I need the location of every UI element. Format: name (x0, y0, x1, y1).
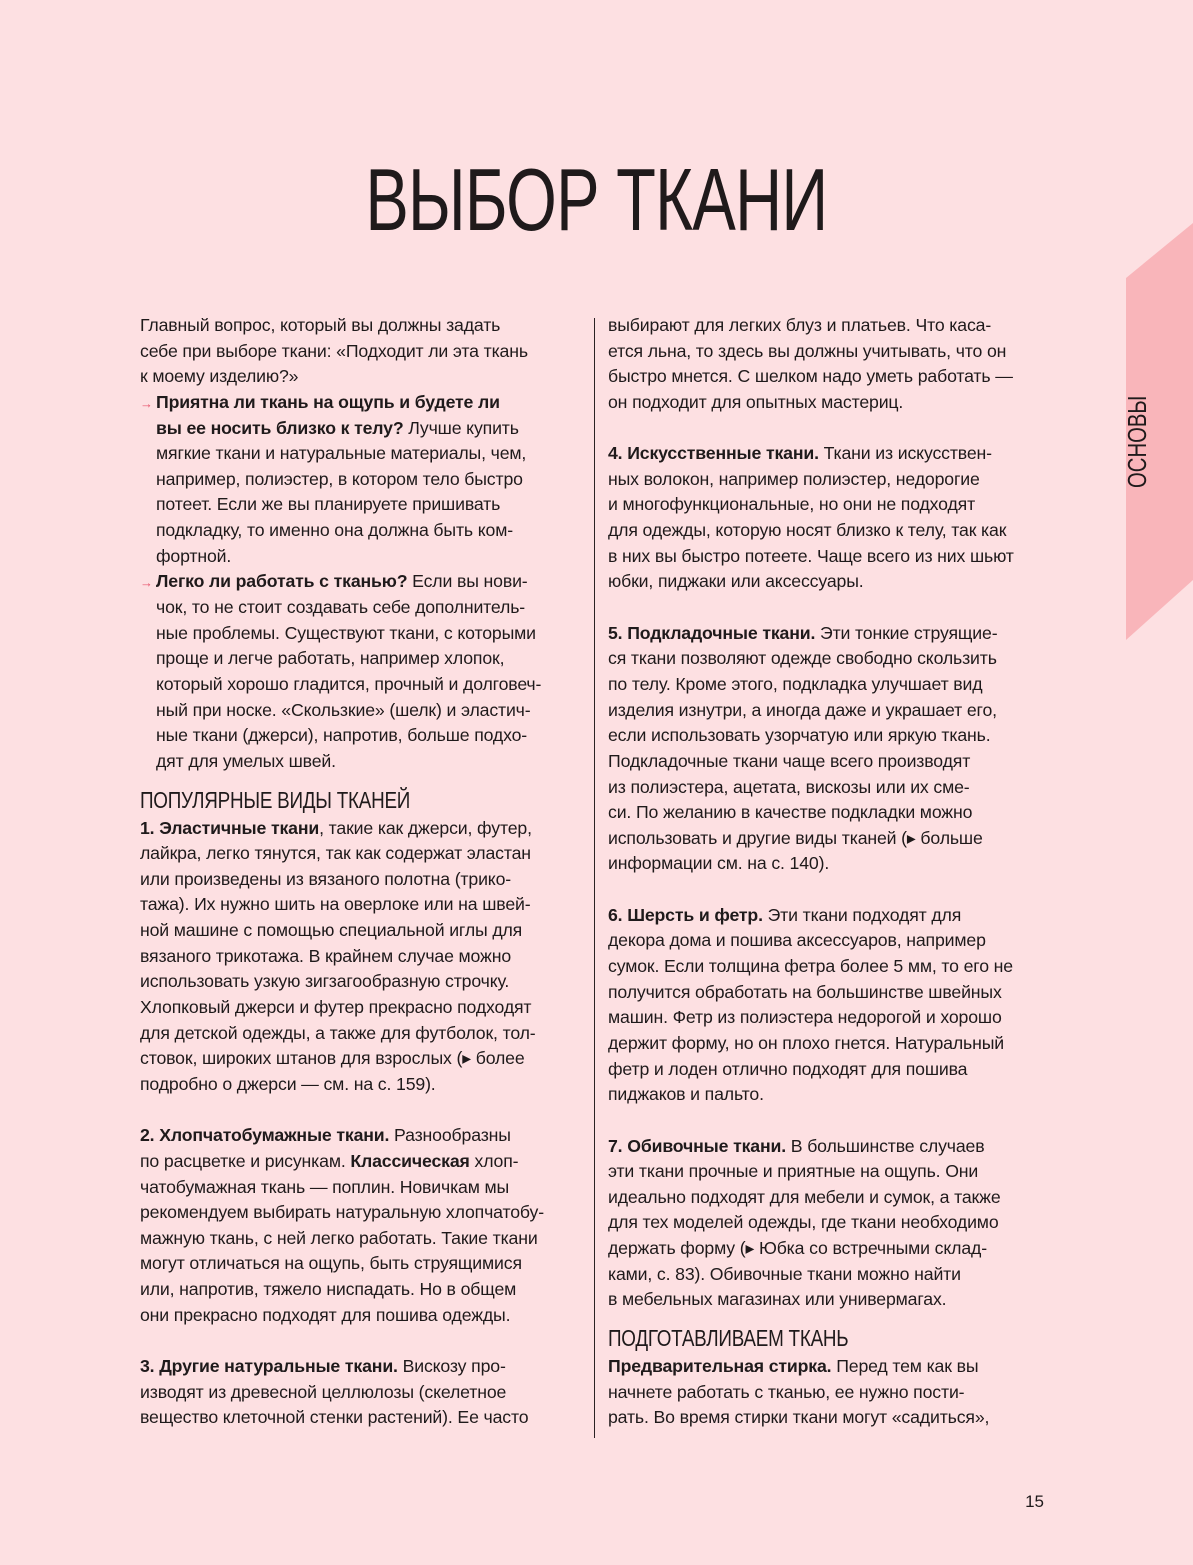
item-line: чатобумажная ткань — поплин. Новичкам мы (140, 1176, 510, 1197)
item-line: выбирают для легких блуз и платьев. Что каса- (608, 315, 992, 335)
item-line: Подкладочные ткани чаще всего производят (608, 750, 971, 771)
item-line: идеально подходят для мебели и сумок, а также (608, 1186, 1001, 1207)
item-line: вещество клеточной стенки растений). Ее часто (140, 1407, 529, 1428)
intro-line: Главный вопрос, который вы должны задать (140, 315, 501, 335)
bullet-line: потеет. Если же вы планируете пришивать (156, 494, 501, 515)
bullet-line: чок, то не стоит создавать себе дополнитель- (156, 597, 525, 618)
item-line: информации см. на с. 140). (608, 853, 830, 874)
section-tab-label: ОСНОВЫ (1122, 395, 1152, 488)
item-line: си. По желанию в качестве подкладки можно (608, 802, 973, 823)
item-line: или, напротив, тяжело ниспадать. Но в общем (140, 1279, 517, 1300)
item-line: стовок, широких штанов для взрослых (▸ более (140, 1048, 525, 1069)
item-line: ся ткани позволяют одежде свободно скользить (608, 648, 997, 669)
item-line: 6. Шерсть и фетр. Эти ткани подходят для (608, 904, 962, 925)
bullet-line: → Легко ли работать с тканью? Если вы нови- (140, 569, 580, 595)
bullet-line: ный при носке. «Скользкие» (шелк) и эластич- (156, 699, 531, 720)
item-line: в них вы быстро потеете. Чаще всего из них шьют (608, 545, 1014, 566)
item-line: они прекрасно подходят для пошива одежды. (140, 1304, 511, 1325)
right-column (608, 313, 1048, 1431)
item-line: рекомендуем выбирать натуральную хлопчатобу- (140, 1202, 544, 1223)
item-line: если использовать узорчатую или яркую ткань. (608, 725, 991, 746)
item-line: 7. Обивочные ткани. В большинстве случаев (608, 1135, 985, 1156)
item-line: ется льна, то здесь вы должны учитывать, что он (608, 340, 1007, 361)
bullet-line: фортной. (156, 545, 232, 566)
item-line: изводят из древесной целлюлозы (скелетное (140, 1381, 507, 1402)
item-line: по расцветке и рисункам. Классическая хлоп- (140, 1150, 519, 1171)
item-line: Хлопковый джерси и футер прекрасно подходят (140, 997, 532, 1018)
item-line: 3. Другие натуральные ткани. Вискозу про- (140, 1355, 506, 1376)
page-number: 15 (1025, 1492, 1044, 1511)
item-line: 1. Эластичные ткани, такие как джерси, футер, (140, 817, 532, 838)
item-line: ками, с. 83). Обивочные ткани можно найти (608, 1263, 961, 1284)
item-line: 4. Искусственные ткани. Ткани из искусствен- (608, 443, 992, 464)
bullet-line: подкладку, то именно она должна быть ком- (156, 520, 513, 541)
section-tab (1126, 0, 1193, 1565)
bullet-line: проще и легче работать, например хлопок, (156, 648, 505, 669)
item-line: изделия изнутри, а иногда даже и украшает его, (608, 699, 997, 720)
section-heading-prepare: ПОДГОТАВЛИВАЕМ ТКАНЬ (608, 1324, 849, 1351)
item-line: для тех моделей одежды, где ткани необходимо (608, 1212, 999, 1233)
item-line: или произведены из вязаного полотна (трико- (140, 868, 512, 889)
item-line: могут отличаться на ощупь, быть струящимися (140, 1253, 522, 1274)
item-line: подробно о джерси — см. на с. 159). (140, 1073, 436, 1094)
item-line: ной машине с помощью специальной иглы для (140, 920, 523, 941)
intro-line: к моему изделию?» (140, 366, 299, 387)
item-line: Предварительная стирка. Перед тем как вы (608, 1355, 979, 1376)
arrow-bullet-icon: → (140, 395, 153, 411)
item-line: по телу. Кроме этого, подкладка улучшает вид (608, 673, 983, 694)
column-divider (594, 318, 595, 1438)
arrow-bullet-icon: → (140, 575, 153, 591)
bullet-line: ные проблемы. Существуют ткани, с которыми (156, 622, 536, 643)
item-line: мажную ткань, с ней легко работать. Такие ткани (140, 1227, 538, 1248)
item-line: для одежды, которую носят близко к телу, так как (608, 520, 1007, 541)
bullet-line: мягкие ткани и натуральные материалы, чем, (156, 443, 527, 464)
item-line: юбки, пиджаки или аксессуары. (608, 571, 864, 592)
item-line: ных волокон, например полиэстер, недорогие (608, 468, 980, 489)
item-line: тажа). Их нужно шить на оверлоке или на швей- (140, 894, 531, 915)
item-line: использовать и другие виды тканей (▸ больше (608, 827, 983, 848)
bullet-line: → Приятна ли ткань на ощупь и будете ли (140, 390, 580, 416)
item-line: получится обработать на большинстве швейных (608, 981, 1002, 1002)
item-line: держать форму (▸ Юбка со встречными склад- (608, 1238, 987, 1259)
left-column (140, 313, 580, 1431)
item-line: фетр и лоден отлично подходят для пошива (608, 1058, 968, 1079)
item-line: начнете работать с тканью, ее нужно пости- (608, 1381, 965, 1402)
item-line: держит форму, но он плохо гнется. Натуральный (608, 1032, 1004, 1053)
item-line: быстро мнется. С шелком надо уметь работать — (608, 366, 1013, 387)
item-line: для детской одежды, а также для футболок, тол- (140, 1022, 536, 1043)
item-line: эти ткани прочные и приятные на ощупь. Они (608, 1161, 979, 1182)
item-line: 5. Подкладочные ткани. Эти тонкие струящие- (608, 622, 998, 643)
item-line: использовать узкую зигзагообразную строчку. (140, 971, 510, 992)
page-title: ВЫБОР ТКАНИ (365, 150, 828, 249)
section-heading-popular: ПОПУЛЯРНЫЕ ВИДЫ ТКАНЕЙ (140, 786, 411, 813)
bullet-line: ные ткани (джерси), напротив, больше подхо- (156, 725, 528, 746)
bullet-line: дят для умелых швей. (156, 750, 336, 771)
intro-line: себе при выборе ткани: «Подходит ли эта ткань (140, 340, 528, 361)
bullet-line: который хорошо гладится, прочный и долговеч- (156, 673, 542, 694)
item-line: он подходит для опытных мастериц. (608, 391, 904, 412)
item-line: из полиэстера, ацетата, вискозы или их сме- (608, 776, 970, 797)
bullet-line: например, полиэстер, в котором тело быстро (156, 468, 523, 489)
item-line: и многофункциональные, но они не подходят (608, 494, 976, 515)
item-line: вязаного трикотажа. В крайнем случае можно (140, 945, 512, 966)
item-line: в мебельных магазинах или универмагах. (608, 1289, 947, 1310)
item-line: сумок. Если толщина фетра более 5 мм, то его не (608, 956, 1013, 977)
item-line: рать. Во время стирки ткани могут «садиться», (608, 1407, 990, 1428)
item-line: пиджаков и пальто. (608, 1084, 764, 1105)
item-line: лайкра, легко тянутся, так как содержат эластан (140, 843, 531, 864)
item-line: машин. Фетр из полиэстера недорогой и хорошо (608, 1007, 1002, 1028)
bullet-line: вы ее носить близко к телу? Лучше купить (156, 417, 519, 438)
item-line: декора дома и пошива аксессуаров, например (608, 930, 986, 951)
item-line: 2. Хлопчатобумажные ткани. Разнообразны (140, 1125, 511, 1146)
